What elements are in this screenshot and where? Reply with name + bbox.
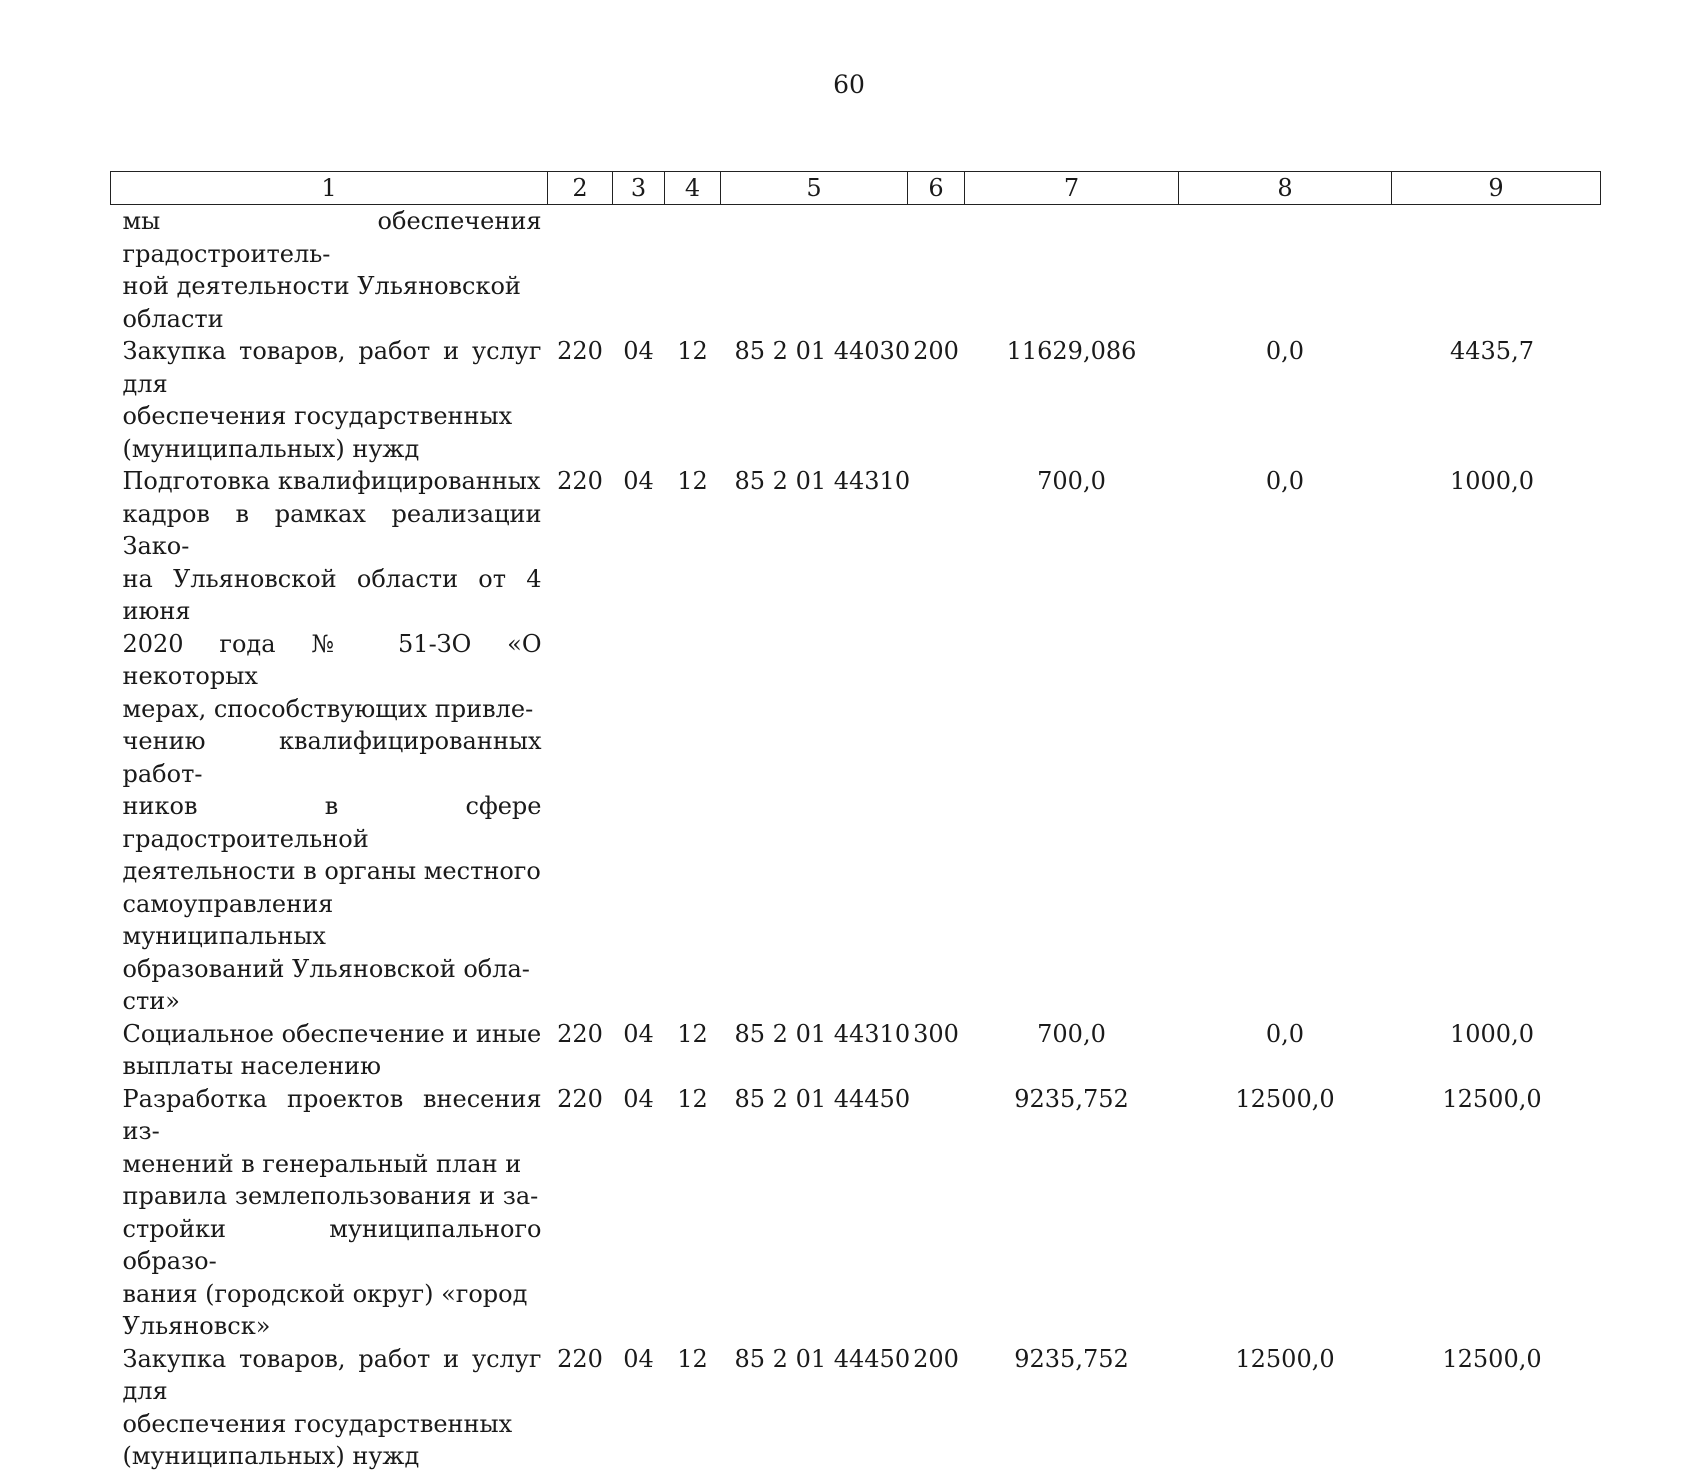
item-name-line: на Ульяновской области от 4 июня (122, 564, 542, 625)
item-name-line: Ульяновск» (122, 1312, 271, 1340)
item-name-line: области (122, 304, 224, 333)
cell-amount-year3: 12500,0 (1442, 1084, 1542, 1113)
item-name-line: Закупка товаров, работ и услуг для (122, 1344, 542, 1405)
cell-podrazdel: 12 (677, 337, 708, 365)
cell-target-article (721, 205, 908, 336)
cell-podrazdel (665, 205, 721, 336)
cell-razdel: 04 (623, 467, 654, 495)
item-name-line: (муниципальных) нужд (122, 1442, 420, 1470)
table-body (111, 205, 1601, 1473)
cell-amount-year3: 4435,7 (1450, 337, 1534, 365)
table-row (111, 1083, 1601, 1343)
cell-amount-year2: 12500,0 (1235, 1084, 1335, 1113)
cell-item-name (111, 1343, 548, 1473)
cell-glava: 220 (557, 1084, 603, 1113)
cell-amount-year2: 0,0 (1265, 337, 1305, 365)
table-row (111, 1343, 1601, 1473)
cell-glava: 220 (557, 1019, 603, 1048)
cell-target-article: 85 2 01 44310 (734, 1019, 911, 1048)
cell-item-name (111, 1083, 548, 1343)
item-name-line: Подготовка квалифицированных (122, 467, 541, 495)
cell-amount-year1: 11629,086 (1006, 337, 1137, 365)
item-name-line: чению квалифицированных работ- (122, 727, 542, 788)
column-header: 6 (908, 172, 965, 205)
cell-glava (548, 205, 613, 336)
item-name-line: образований Ульяновской обла- (122, 954, 530, 983)
item-name-line: Закупка товаров, работ и услуг для (122, 337, 542, 398)
item-name-line: 2020 года № 51-ЗО «О некоторых (122, 629, 542, 690)
item-name-line: деятельности в органы местного (122, 857, 541, 885)
cell-target-article: 85 2 01 44450 (734, 1344, 911, 1373)
cell-amount-year3: 1000,0 (1450, 467, 1534, 495)
cell-amount-year1: 9235,752 (1014, 1084, 1129, 1113)
item-name-line: Социальное обеспечение и иные (122, 1019, 542, 1048)
cell-amount-year3 (1392, 205, 1601, 336)
cell-razdel: 04 (623, 337, 654, 365)
item-name-line: вания (городской округ) «город (122, 1279, 528, 1308)
cell-item-name (111, 1018, 548, 1083)
item-name-line: ников в сфере градостроительной (122, 792, 542, 853)
cell-amount-year2 (1179, 205, 1392, 336)
table-row (111, 205, 1601, 336)
item-name-line: обеспечения государственных (122, 402, 513, 430)
column-header: 8 (1179, 172, 1392, 205)
header-row (111, 172, 1601, 205)
cell-expense-type: 300 (913, 1019, 959, 1048)
item-name-line: мы обеспечения градостроитель- (122, 207, 542, 268)
column-header: 2 (548, 172, 613, 205)
cell-podrazdel: 12 (677, 467, 708, 495)
cell-target-article: 85 2 01 44310 (734, 467, 911, 495)
table-row (111, 1018, 1601, 1083)
item-name-line: правила землепользования и за- (122, 1182, 539, 1210)
cell-glava: 220 (557, 337, 603, 365)
item-name-line: ной деятельности Ульяновской (122, 272, 521, 300)
cell-item-name (111, 335, 548, 465)
cell-amount-year3: 12500,0 (1442, 1344, 1542, 1373)
cell-razdel (613, 205, 665, 336)
cell-podrazdel: 12 (677, 1019, 708, 1048)
cell-amount-year1: 700,0 (1037, 467, 1106, 495)
item-name-line: Разработка проектов внесения из- (122, 1084, 542, 1145)
cell-item-name (111, 465, 548, 1018)
item-name-line: менений в генеральный план и (122, 1149, 522, 1178)
table-row (111, 335, 1601, 465)
cell-amount-year3: 1000,0 (1450, 1019, 1534, 1048)
cell-podrazdel: 12 (677, 1084, 708, 1113)
cell-amount-year2: 0,0 (1265, 1019, 1305, 1048)
column-header: 9 (1392, 172, 1601, 205)
cell-razdel: 04 (623, 1019, 654, 1048)
table-row (111, 465, 1601, 1018)
cell-amount-year1 (965, 205, 1179, 336)
cell-target-article: 85 2 01 44450 (734, 1084, 911, 1113)
column-header: 3 (613, 172, 665, 205)
cell-expense-type (908, 465, 965, 1018)
item-name-line: стройки муниципального образо- (122, 1214, 542, 1275)
column-header: 4 (665, 172, 721, 205)
cell-amount-year2: 12500,0 (1235, 1344, 1335, 1373)
column-header: 5 (721, 172, 908, 205)
column-header: 7 (965, 172, 1179, 205)
item-name-line: обеспечения государственных (122, 1409, 513, 1438)
column-header: 1 (111, 172, 548, 205)
cell-amount-year1: 700,0 (1037, 1019, 1106, 1048)
cell-item-name (111, 205, 548, 336)
cell-target-article: 85 2 01 44030 (734, 337, 911, 365)
cell-expense-type: 200 (913, 337, 959, 365)
item-name-line: выплаты населению (122, 1052, 381, 1080)
cell-razdel: 04 (623, 1344, 654, 1373)
cell-amount-year1: 9235,752 (1014, 1344, 1129, 1373)
cell-expense-type (908, 1083, 965, 1343)
cell-expense-type: 200 (913, 1344, 959, 1373)
cell-podrazdel: 12 (677, 1344, 708, 1373)
item-name-line: (муниципальных) нужд (122, 434, 420, 463)
cell-razdel: 04 (623, 1084, 654, 1113)
cell-amount-year2: 0,0 (1265, 467, 1305, 495)
cell-glava: 220 (557, 467, 603, 495)
cell-expense-type (908, 205, 965, 336)
item-name-line: самоуправления муниципальных (122, 889, 334, 950)
cell-glava: 220 (557, 1344, 603, 1373)
item-name-line: сти» (122, 987, 180, 1015)
budget-table (110, 171, 1601, 1473)
page-number: 60 (833, 70, 865, 99)
item-name-line: мерах, способствующих привле- (122, 694, 534, 723)
item-name-line: кадров в рамках реализации Зако- (122, 499, 542, 560)
